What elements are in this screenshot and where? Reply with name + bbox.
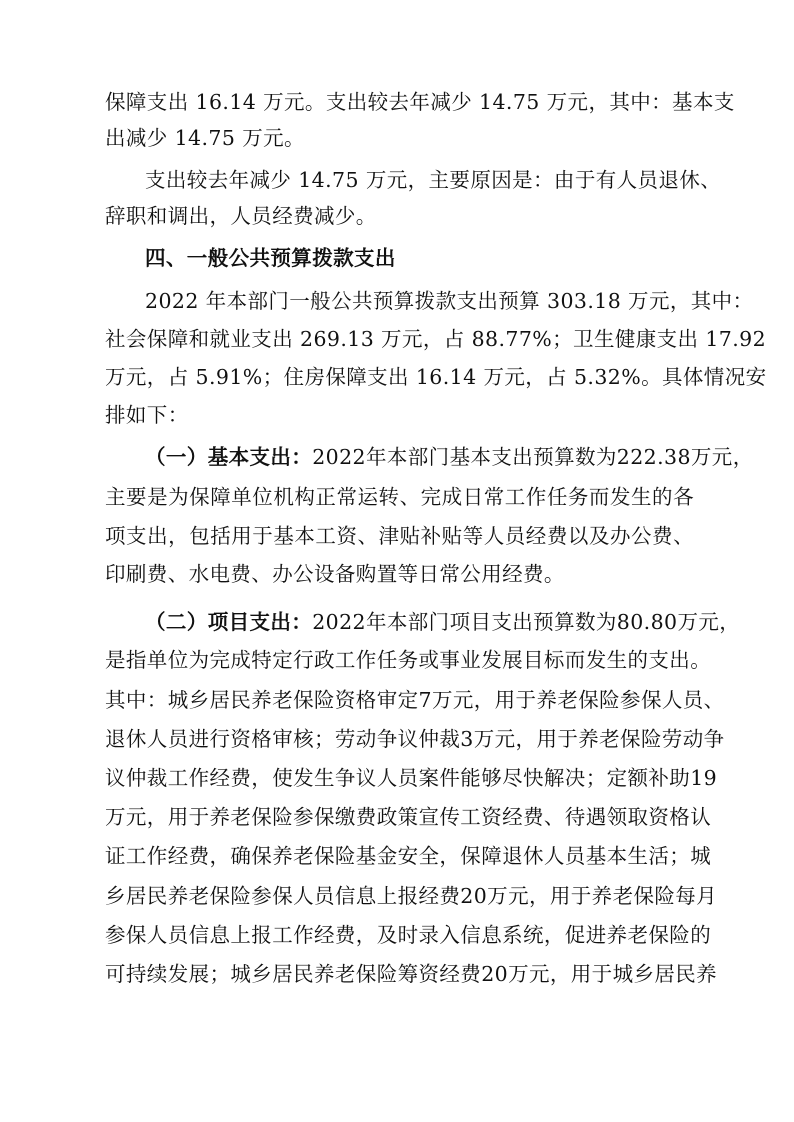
paragraph-2-line-2: 辞职和调出，人员经费减少。 (105, 204, 377, 228)
project-expenditure-text: 2022年本部门项目支出预算数为80.80万元， (312, 610, 741, 634)
paragraph-6-line-2: 是指单位为完成特定行政工作任务或事业发展目标而发生的支出。 (105, 648, 712, 672)
basic-expenditure-text: 2022年本部门基本支出预算数为222.38万元， (312, 445, 754, 469)
paragraph-6-line-9: 参保人员信息上报工作经费，及时录入信息系统，促进养老保险的 (105, 923, 712, 947)
paragraph-6-line-10: 可持续发展；城乡居民养老保险筹资经费20万元，用于城乡居民养 (105, 962, 718, 986)
paragraph-1-line-1: 保障支出 16.14 万元。支出较去年减少 14.75 万元，其中：基本支 (105, 90, 735, 114)
paragraph-4-line-2: 社会保障和就业支出 269.13 万元，占 88.77%；卫生健康支出 17.92 (105, 327, 767, 351)
section-heading: 四、一般公共预算拨款支出 (145, 246, 396, 270)
paragraph-4-line-1: 2022 年本部门一般公共预算拨款支出预算 303.18 万元，其中： (145, 289, 754, 313)
paragraph-6-line-8: 乡居民养老保险参保人员信息上报经费20万元，用于养老保险每月 (105, 884, 718, 908)
paragraph-6-line-4: 退休人员进行资格审核；劳动争议仲裁3万元，用于养老保险劳动争 (105, 727, 725, 751)
paragraph-4-line-3: 万元，占 5.91%；住房保障支出 16.14 万元，占 5.32%。具体情况安 (105, 365, 767, 389)
paragraph-5-line-1 (145, 440, 754, 474)
basic-expenditure-lead: （一）基本支出： (145, 445, 313, 469)
paragraph-2-line-1: 支出较去年减少 14.75 万元，主要原因是：由于有人员退休、 (145, 168, 722, 192)
paragraph-6-line-6: 万元，用于养老保险参保缴费政策宣传工资经费、待遇领取资格认 (105, 805, 712, 829)
paragraph-6-line-5: 议仲裁工作经费，使发生争议人员案件能够尽快解决；定额补助19 (105, 766, 718, 790)
paragraph-6-line-3: 其中：城乡居民养老保险资格审定7万元，用于养老保险参保人员、 (105, 688, 725, 712)
project-expenditure-lead: （二）项目支出： (145, 610, 313, 634)
paragraph-6-line-1 (145, 605, 741, 639)
paragraph-1-line-2: 出减少 14.75 万元。 (105, 126, 305, 150)
paragraph-5-line-3: 项支出，包括用于基本工资、津贴补贴等人员经费以及办公费、 (105, 524, 694, 548)
paragraph-5-line-4: 印刷费、水电费、办公设备购置等日常公用经费。 (105, 562, 565, 586)
paragraph-6-line-7: 证工作经费，确保养老保险基金安全，保障退休人员基本生活；城 (105, 844, 712, 868)
paragraph-4-line-4: 排如下： (105, 403, 189, 427)
paragraph-5-line-2: 主要是为保障单位机构正常运转、完成日常工作任务而发生的各 (105, 485, 694, 509)
